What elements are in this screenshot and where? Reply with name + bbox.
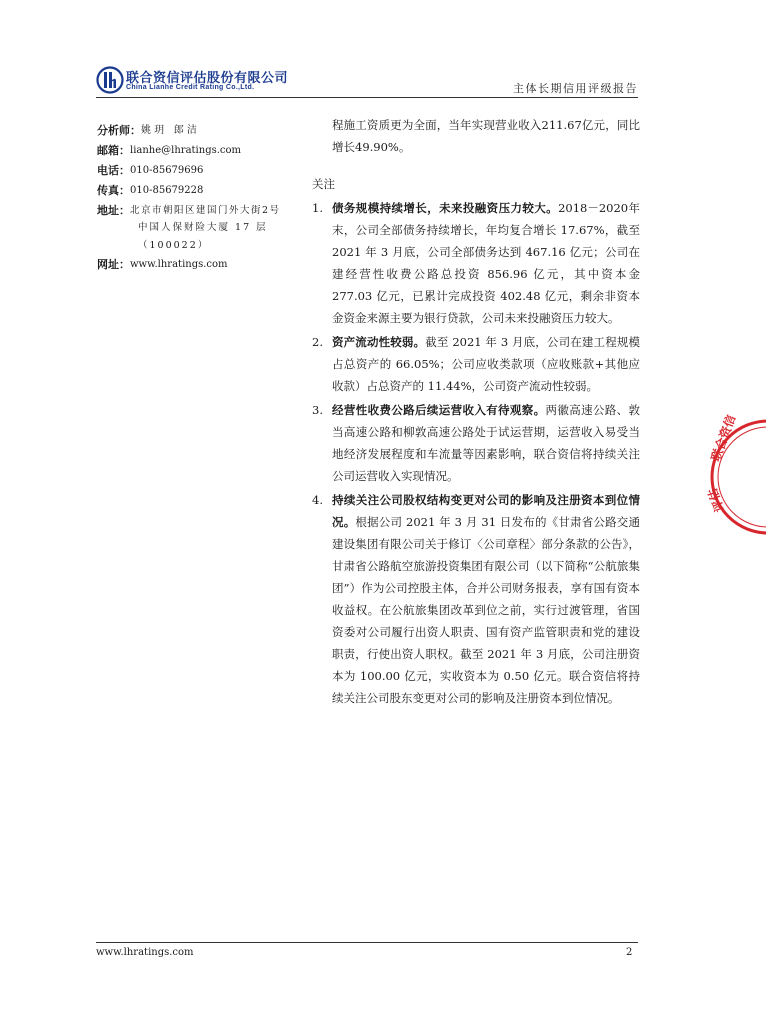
- concerns-heading: 关注: [312, 177, 335, 191]
- concern-body: [332, 489, 640, 709]
- header-divider: [96, 97, 638, 98]
- phone-row: [97, 161, 297, 181]
- contact-panel: [97, 121, 297, 275]
- phone-value: 010-85679696: [130, 165, 204, 176]
- fax-row: [97, 181, 297, 201]
- intro-paragraph: 程施工资质更为全面，当年实现营业收入211.67亿元，同比增长49.90%。: [332, 118, 640, 154]
- email-value[interactable]: lianhe@lhratings.com: [130, 145, 242, 156]
- concern-number: 1.: [312, 201, 323, 215]
- concern-heading: 持续关注公司股权结构变更对公司的影响及注册资本到位情况。: [332, 493, 640, 529]
- web-value[interactable]: www.lhratings.com: [130, 259, 228, 270]
- address-continuation: [97, 219, 297, 255]
- analyst-label: 分析师：: [97, 124, 141, 137]
- footer-website[interactable]: www.lhratings.com: [96, 947, 194, 958]
- concern-item: [312, 399, 640, 487]
- concern-item: [312, 197, 640, 329]
- address-row: [97, 201, 297, 221]
- concern-body: [332, 399, 640, 487]
- lianhe-logo-icon: [96, 66, 124, 94]
- analyst-row: [97, 121, 297, 141]
- concern-text: 根据公司 2021 年 3 月 31 日发布的《甘肃省公路交通建设集团有限公司关于修订〈公司章程〉部分条款的公告》，甘肃省公路航空旅游投资集团有限公司（以下简称“公航旅集团”）作为公司控股主体，合并公司财务报表，享有国有资本收益权。在公航旅集团改革到位之前，实行过渡管理，省国资委对公司履行出资人职责、国有资产监管职责和党的建设职责，行使出资人职权。截至 2021 年 3 月底，公司注册资本为 100.00 亿元，实收资本为 0.50 亿元。联合资信将持续关注公司股东变更对公司的影响及注册资本到位情况。: [332, 515, 640, 705]
- footer-divider: [96, 942, 638, 943]
- address-line-2: 中国人保财险大厦 17 层: [138, 222, 268, 233]
- address-line-1: 北京市朝阳区建国门外大街2号: [130, 205, 281, 216]
- fax-label: 传真：: [97, 184, 130, 197]
- company-seal-stamp: [706, 402, 766, 552]
- concern-item: [312, 489, 640, 709]
- report-type: 主体长期信用评级报告: [513, 82, 638, 95]
- concern-heading: 债务规模持续增长，未来投融资压力较大。: [332, 201, 559, 215]
- concern-number: 3.: [312, 403, 323, 417]
- company-logo-english: China Lianhe Credit Rating Co.,Ltd.: [126, 84, 255, 91]
- concern-text: 两徽高速公路、敦当高速公路和柳敦高速公路处于试运营期，运营收入易受当地经济发展程度和车流量等因素影响，联合资信将持续关注公司运营收入实现情况。: [332, 403, 641, 483]
- company-logo-name: 联合资信评估股份有限公司: [126, 71, 289, 86]
- analyst-names: 姚 玥 郎 洁: [141, 125, 197, 136]
- web-label: 网址：: [97, 258, 130, 271]
- concern-heading: 资产流动性较弱。: [332, 335, 426, 349]
- fax-value: 010-85679228: [130, 185, 204, 196]
- concern-text: 截至 2021 年 3 月底，公司在建工程规模占总资产的 66.05%；公司应收类款项（应收账款+其他应收款）占总资产的 11.44%，公司资产流动性较弱。: [332, 335, 640, 393]
- address-label: 地址：: [97, 204, 130, 217]
- address-line-3: （100022）: [138, 240, 210, 251]
- concern-item: [312, 331, 640, 397]
- svg-text:评估: 评估: [705, 486, 727, 514]
- concern-heading: 经营性收费公路后续运营收入有待观察。: [332, 403, 546, 417]
- page-header: [96, 66, 638, 96]
- concern-body: [332, 197, 640, 329]
- svg-text:联合资信: 联合资信: [708, 413, 739, 464]
- main-content: [312, 114, 640, 709]
- page-number: 2: [626, 947, 633, 958]
- concern-text: 2018－2020年末，公司全部债务持续增长，年均复合增长 17.67%，截至 2021 年 3 月底，公司全部债务达到 467.16 亿元；公司在建经营性收费公路总投资 856.96 亿元，其中资本金 277.03 亿元，已累计完成投资 402.48 亿元，剩余非资本金资金来源主要为银行贷款，公司未来投融资压力较大。: [332, 201, 640, 325]
- phone-label: 电话：: [97, 164, 130, 177]
- concern-number: 2.: [312, 335, 323, 349]
- email-row: [97, 141, 297, 161]
- web-row: [97, 255, 297, 275]
- email-label: 邮箱：: [97, 144, 130, 157]
- concern-body: [332, 331, 640, 397]
- concern-number: 4.: [312, 493, 323, 507]
